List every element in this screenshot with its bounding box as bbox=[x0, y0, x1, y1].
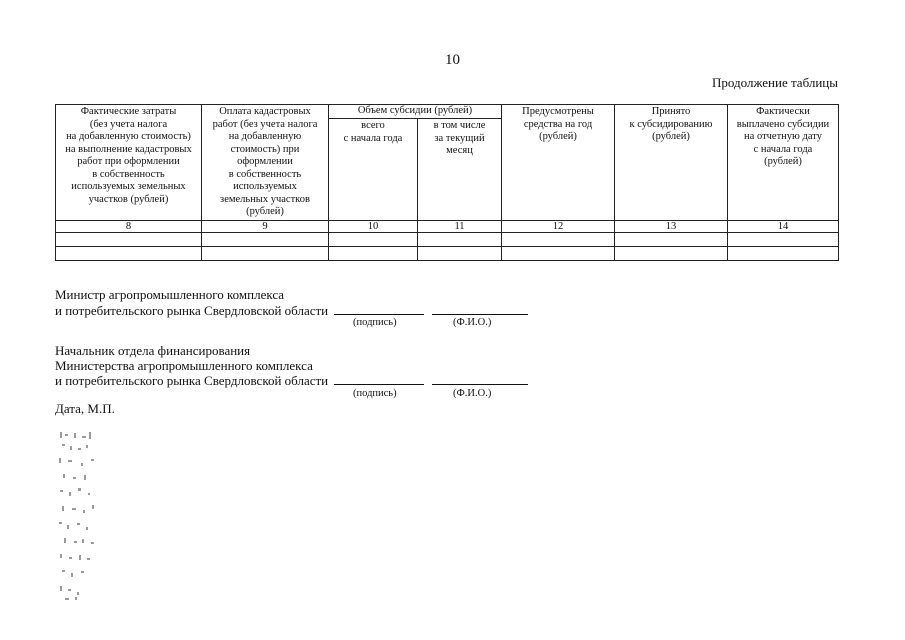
header-line: выплачено субсидии bbox=[736, 118, 830, 130]
name-line bbox=[432, 373, 528, 385]
header-line: (рублей) bbox=[539, 131, 577, 142]
name-caption: (Ф.И.О.) bbox=[453, 317, 492, 328]
table-cell bbox=[202, 246, 329, 260]
table-cell bbox=[329, 232, 418, 246]
page-number: 10 bbox=[445, 52, 460, 68]
header-line: оформлении bbox=[237, 156, 293, 167]
header-line: работ (без учета налога bbox=[212, 118, 318, 130]
header-line: к субсидированию bbox=[629, 118, 713, 130]
header-line: на отчетную дату bbox=[744, 131, 822, 142]
column-number: 10 bbox=[329, 220, 418, 232]
header-line: Оплата кадастровых bbox=[219, 106, 311, 117]
header-line: Предусмотрены bbox=[522, 106, 594, 117]
column-number: 13 bbox=[615, 220, 728, 232]
header-line: используемых bbox=[233, 181, 297, 192]
head-title-line: Начальник отдела финансирования bbox=[55, 343, 251, 358]
table-row bbox=[56, 232, 839, 246]
header-line: земельных участков bbox=[220, 193, 310, 205]
column-number: 12 bbox=[502, 220, 615, 232]
header-line: работ при оформлении bbox=[77, 156, 180, 167]
header-line: Фактически bbox=[756, 106, 810, 117]
signature-line bbox=[334, 303, 424, 315]
table-header-row bbox=[56, 105, 839, 119]
header-line: месяц bbox=[446, 145, 473, 157]
column-number: 14 bbox=[728, 220, 839, 232]
signature-caption: (подпись) bbox=[353, 317, 397, 328]
table-cell bbox=[202, 232, 329, 246]
column-number: 11 bbox=[418, 220, 502, 232]
header-line: (рублей) bbox=[246, 206, 284, 217]
header-line: Принято bbox=[651, 106, 691, 117]
header-line: средства на год bbox=[523, 118, 593, 130]
minister-title-line: Министр агропромышленного комплекса bbox=[55, 287, 285, 302]
table-cell bbox=[615, 232, 728, 246]
subsidy-report-table bbox=[55, 104, 839, 261]
table-cell bbox=[728, 232, 839, 246]
head-title-line: Министерства агропромышленного комплекса bbox=[55, 357, 313, 373]
header-line: (рублей) bbox=[652, 131, 690, 142]
continuation-label: Продолжение таблицы bbox=[712, 75, 838, 90]
header-line: в собственность bbox=[92, 168, 165, 180]
header-line: всего bbox=[361, 120, 385, 132]
table-cell bbox=[502, 246, 615, 260]
name-caption: (Ф.И.О.) bbox=[453, 388, 492, 399]
header-col9 bbox=[202, 105, 329, 221]
table-cell bbox=[56, 232, 202, 246]
name-line bbox=[432, 303, 528, 315]
header-col8 bbox=[56, 105, 202, 221]
table-cell bbox=[56, 246, 202, 260]
header-col12 bbox=[502, 105, 615, 221]
header-col10 bbox=[329, 119, 418, 220]
date-seal-label: Дата, М.П. bbox=[55, 401, 115, 416]
minister-signature-block bbox=[55, 288, 528, 318]
signature-line bbox=[334, 373, 424, 385]
table-row bbox=[56, 246, 839, 260]
header-line: участков (рублей) bbox=[88, 193, 169, 205]
head-title-text: и потребительского рынка Свердловской области bbox=[55, 373, 329, 388]
minister-title-text: и потребительского рынка Свердловской области bbox=[55, 302, 329, 318]
header-line: (без учета налога bbox=[89, 118, 168, 130]
column-number-row bbox=[56, 220, 839, 232]
column-number: 9 bbox=[202, 220, 329, 232]
column-number: 8 bbox=[56, 220, 202, 232]
header-line: на добавленную bbox=[228, 131, 302, 142]
header-col14 bbox=[728, 105, 839, 221]
header-line: в собственность bbox=[228, 168, 302, 180]
minister-title-line bbox=[55, 303, 528, 319]
table-cell bbox=[728, 246, 839, 260]
scan-artifact bbox=[56, 430, 100, 602]
header-subsidy-group: Объем субсидии (рублей) bbox=[329, 105, 502, 119]
table-cell bbox=[418, 232, 502, 246]
header-line: (рублей) bbox=[764, 156, 802, 167]
header-line: используемых земельных bbox=[71, 181, 186, 192]
table-cell bbox=[418, 246, 502, 260]
header-col11 bbox=[418, 119, 502, 220]
header-line: в том числе bbox=[433, 120, 486, 132]
table-cell bbox=[615, 246, 728, 260]
table-cell bbox=[329, 246, 418, 260]
table-cell bbox=[502, 232, 615, 246]
header-line: с начала года bbox=[343, 132, 403, 144]
header-line: стоимость) при bbox=[230, 143, 300, 155]
header-line: за текущий bbox=[434, 132, 485, 144]
header-line: на выполнение кадастровых bbox=[65, 143, 192, 155]
header-col13 bbox=[615, 105, 728, 221]
head-title-line bbox=[55, 373, 528, 389]
header-line: на добавленную стоимость) bbox=[66, 131, 191, 142]
header-line: с начала года bbox=[753, 143, 813, 155]
head-signature-block bbox=[55, 344, 528, 389]
signature-caption: (подпись) bbox=[353, 388, 397, 399]
header-line: Фактические затраты bbox=[80, 106, 177, 117]
